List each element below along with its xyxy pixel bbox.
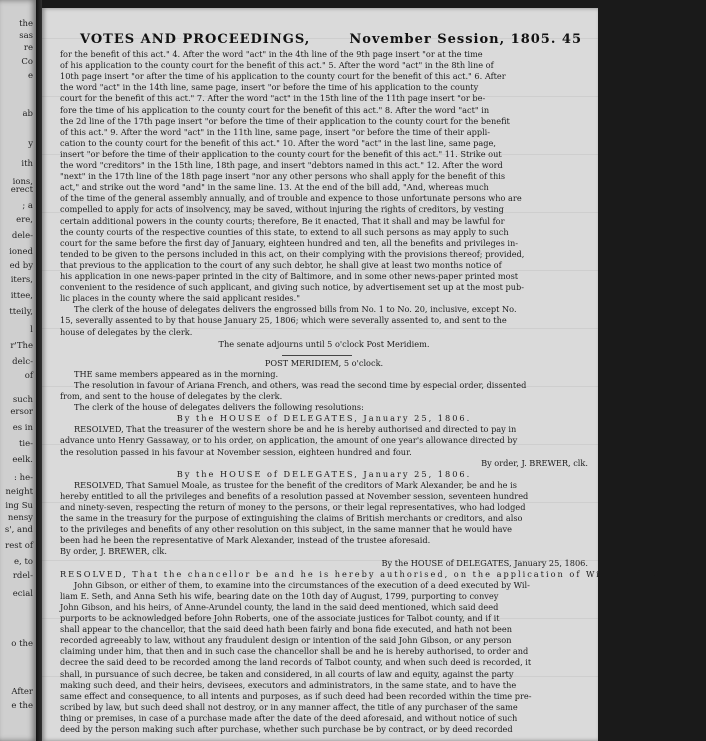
margin-fragment: neight bbox=[5, 487, 33, 497]
text-line: By the HOUSE of DELEGATES, January 25, 1806. bbox=[381, 557, 588, 568]
text-line: liam E. Seth, and Anna Seth his wife, bearing date on the 10th day of August, 1799, purporting to convey bbox=[60, 590, 499, 601]
text-line: "next" in the 17th line of the 18th page insert "nor any other persons who shall apply for the benefit of this bbox=[60, 171, 506, 182]
margin-fragment: rdel- bbox=[12, 571, 33, 581]
text-line: RESOLVED, That Samuel Moale, as trustee for the benefit of the creditors of Mark Alexander, be and he is bbox=[74, 479, 517, 490]
text-line: the word "act" in the 14th line, same page, insert "or before the time of his application to the county bbox=[60, 82, 479, 93]
text-line: been had he been the representative of Mark Alexander, instead of the trustee aforesaid. bbox=[60, 535, 431, 546]
margin-fragment: ere, bbox=[16, 215, 33, 225]
text-line: deed by the person making such after purchase, whether such purchase be by contract, or by deed recorded bbox=[60, 724, 513, 734]
margin-fragment: ittee, bbox=[10, 291, 33, 301]
text-line: advance unto Henry Gassaway, or to his order, on application, the amount of one year's allowance directed by bbox=[60, 435, 518, 446]
text-line: that previous to the application to the court of any such debtor, he shall give at least two months notice of bbox=[60, 259, 502, 270]
text-line: for the benefit of this act." 4. After the word "act" in the 4th line of the 9th page insert "or at the time bbox=[60, 49, 483, 59]
scan-artifact bbox=[42, 502, 598, 503]
scan-artifact bbox=[42, 96, 598, 97]
text-line: cation to the county court for the benefit of this act." 10. After the word "act" in the last line, same page, bbox=[60, 137, 496, 148]
text-line: purports to be acknowledged before John Roberts, one of the associate justices for Talbot county, and if it bbox=[60, 613, 500, 623]
document-page bbox=[42, 8, 706, 741]
margin-fragment: ed by bbox=[9, 261, 33, 271]
margin-fragment: l bbox=[30, 325, 33, 335]
text-line: of his application to the county court for the benefit of this act." 5. After the word "act" in the 8th line of bbox=[60, 60, 494, 71]
scan-artifact bbox=[42, 618, 598, 619]
text-line: tended to be given to the persons included in this act, on their complying with the provisions thereof; provided, bbox=[60, 248, 525, 259]
text-line: POST MERIDIEM, 5 o'clock. bbox=[264, 357, 384, 368]
text-line: making such deed, and their heirs, devisees, executors and administrators, in the same state, and to have the bbox=[60, 679, 517, 690]
scan-artifact bbox=[42, 444, 598, 445]
text-line: The clerk of the house of delegates delivers the following resolutions: bbox=[74, 402, 364, 413]
margin-fragment: tteily, bbox=[9, 307, 33, 317]
margin-fragment: e the bbox=[11, 701, 33, 711]
text-line: fore the time of his application to the county court for the benefit of this act." 8. After the word "act" in bbox=[60, 104, 490, 115]
text-line: The senate adjourns until 5 o'clock Post Meridiem. bbox=[218, 338, 430, 349]
text-line: certain additional powers in the county courts; therefore, Be it enacted, That it shall and may be lawful for bbox=[60, 215, 505, 226]
margin-fragment: ioned bbox=[9, 247, 33, 257]
text-line: same effect and consequence, to all intents and purposes, as if such deed had been recorded within the time pre- bbox=[60, 690, 532, 701]
margin-fragment: of bbox=[24, 371, 33, 381]
scan-artifact bbox=[42, 154, 598, 155]
text-line: 10th page insert "or after the time of his application to the county court for the benefit of this act." 6. After bbox=[60, 71, 506, 82]
margin-fragment: tie- bbox=[18, 439, 33, 449]
text-line: of the time of the general assembly annually, and of trouble and expence to those unfortunate persons who are bbox=[60, 193, 522, 204]
text-line: John Gibson, and his heirs, of Anne-Arundel county, the land in the said deed mentioned, which said deed bbox=[60, 601, 499, 612]
text-line: house of delegates by the clerk. bbox=[60, 326, 193, 337]
text-line: RESOLVED, That the chancellor be and he is hereby authorised, on the application of William E. Seth and bbox=[60, 568, 706, 579]
section-rule bbox=[282, 355, 352, 356]
margin-fragment: nensy bbox=[7, 513, 33, 523]
text-line: John Gibson, or either of them, to examine into the circumstances of the execution of a deed executed by Wil- bbox=[74, 579, 530, 590]
margin-fragment: s', and bbox=[4, 525, 33, 535]
text-line: RESOLVED, That the treasurer of the western shore be and he is hereby authorised and directed to pay in bbox=[74, 424, 517, 435]
text-line: his application in one news-paper printed in the city of Baltimore, and in some other news-paper printed most bbox=[60, 271, 519, 281]
text-line: shall, in pursuance of such decree, be taken and considered, in all courts of law and equity, against the party bbox=[60, 668, 514, 679]
text-line: insert "or before the time of their application to the county court for the benefit of this act." 11. Strike out bbox=[60, 148, 502, 159]
margin-fragment: ing Su bbox=[5, 501, 33, 511]
text-line: from, and sent to the house of delegates by the clerk. bbox=[60, 391, 283, 401]
text-line: By order, J. BREWER, clk. bbox=[60, 546, 167, 557]
scan-artifact bbox=[42, 270, 598, 271]
scan-artifact bbox=[42, 212, 598, 213]
margin-fragment: ecial bbox=[12, 589, 33, 599]
text-line: the word "creditors" in the 15th line, 18th page, and insert "debtors named in this act." 12. After the word bbox=[60, 160, 503, 170]
margin-fragment: erect bbox=[10, 185, 33, 195]
margin-fragment: r'The bbox=[10, 341, 33, 351]
margin-fragment: y bbox=[28, 139, 33, 149]
adjacent-page-margin bbox=[0, 0, 36, 741]
margin-fragment: such bbox=[12, 395, 33, 405]
text-line: act," and strike out the word "and" in the same line. 13. At the end of the bill add, "And, whereas much bbox=[60, 182, 489, 193]
margin-fragment: eelk. bbox=[12, 455, 33, 465]
scan-artifact bbox=[42, 386, 598, 387]
text-line: By the HOUSE of DELEGATES, January 25, 1806. bbox=[176, 468, 472, 479]
margin-fragment: re bbox=[23, 43, 33, 53]
margin-fragment: e bbox=[27, 71, 33, 81]
margin-fragment: Co bbox=[21, 57, 33, 67]
margin-fragment: ions, bbox=[12, 177, 33, 187]
header-session-page: November Session, 1805. 45 bbox=[349, 32, 582, 47]
text-line: decree the said deed to be recorded among the land records of Talbot county, and when such deed is recorded, it bbox=[60, 657, 532, 668]
margin-fragment: es in bbox=[12, 423, 33, 433]
margin-fragment: After bbox=[11, 687, 33, 697]
text-line: the 2d line of the 17th page insert "or before the time of their application to the county court for the benefit bbox=[60, 115, 510, 126]
text-line: The clerk of the house of delegates delivers the engrossed bills from No. 1 to No. 20, inclusive, except No. bbox=[74, 304, 517, 315]
text-line: the county courts of the respective counties of this state, to extend to all such persons as may apply to such bbox=[60, 226, 509, 237]
scan-artifact bbox=[42, 328, 598, 329]
text-line: court for the benefit of this act." 7. After the word "act" in the 15th line of the 11th page insert "or be- bbox=[60, 93, 486, 104]
text-line: recorded agreeably to law, without any fraudulent design or intention of the said John Gibson, or any person bbox=[60, 635, 512, 646]
text-line: lic places in the county where the said applicant resides." bbox=[60, 293, 301, 304]
text-line: to the privileges and benefits of any other resolution on this subject, in the same manner that he would have bbox=[60, 524, 512, 535]
text-line: By order, J. BREWER, clk. bbox=[481, 457, 588, 468]
text-line: hereby entitled to all the privileges and benefits of a resolution passed at November session, seventeen hundred bbox=[60, 490, 529, 501]
scan-artifact bbox=[42, 560, 598, 561]
margin-fragment: e, to bbox=[14, 557, 33, 567]
margin-fragment: ; a bbox=[22, 201, 33, 211]
text-line: thing or premises, in case of a purchase made after the date of the deed aforesaid, and without notice of such bbox=[60, 712, 518, 723]
text-line: The resolution in favour of Ariana French, and others, was read the second time by especial order, dissented bbox=[74, 379, 527, 390]
text-line: the same in the treasury for the purpose of extinguishing the claims of British merchants or creditors, and also bbox=[60, 513, 523, 524]
scan-artifact bbox=[42, 676, 598, 677]
text-line: and ninety-seven, respecting the return of money to the persons, or their legal representatives, who had lodged bbox=[60, 502, 526, 512]
margin-fragment: ith bbox=[21, 159, 33, 169]
header-title: VOTES AND PROCEEDINGS, bbox=[80, 32, 311, 47]
margin-fragment: rest of bbox=[5, 541, 33, 551]
text-line: scribed by law, but such deed shall not destroy, or in any manner affect, the title of any purchaser of the same bbox=[60, 701, 518, 712]
text-line: By the HOUSE of DELEGATES, January 25, 1806. bbox=[176, 413, 472, 424]
margin-fragment: dele- bbox=[11, 231, 33, 241]
scan-artifact bbox=[42, 38, 598, 39]
margin-fragment: o the bbox=[11, 639, 33, 649]
margin-fragment: ersor bbox=[10, 407, 33, 417]
text-line: compelled to apply for acts of insolvency, may be saved, without injuring the rights of creditors, by vesting bbox=[60, 204, 504, 215]
text-line: THE same members appeared as in the morning. bbox=[74, 368, 279, 379]
text-line: claiming under him, that then and in such case the chancellor shall be and he is hereby authorised, to order and bbox=[60, 646, 529, 657]
text-line: of this act." 9. After the word "act" in the 11th line, same page, insert "or before the time of their appli- bbox=[60, 126, 491, 137]
margin-fragment: : he- bbox=[14, 473, 33, 483]
margin-fragment: delc- bbox=[12, 357, 33, 367]
text-line: 15, severally assented to by that house January 25, 1806; which were severally assented to, and sent to the bbox=[60, 315, 507, 326]
margin-fragment: the bbox=[19, 19, 33, 29]
margin-fragment: ab bbox=[22, 109, 33, 119]
text-line: shall appear to the chancellor, that the said deed hath been fairly and bona fide executed, and hath not been bbox=[60, 624, 512, 635]
text-line: convenient to the residence of such applicant, and giving such notice, by advertisement set up at the most pub- bbox=[60, 282, 525, 293]
margin-fragment: iters, bbox=[10, 275, 33, 285]
text-line: the resolution passed in his favour at November session, eighteen hundred and four. bbox=[60, 446, 412, 457]
text-line: court for the same before the first day of January, eighteen hundred and ten, all the benefits and privileges in- bbox=[60, 237, 519, 248]
margin-fragment: sas bbox=[19, 31, 33, 41]
